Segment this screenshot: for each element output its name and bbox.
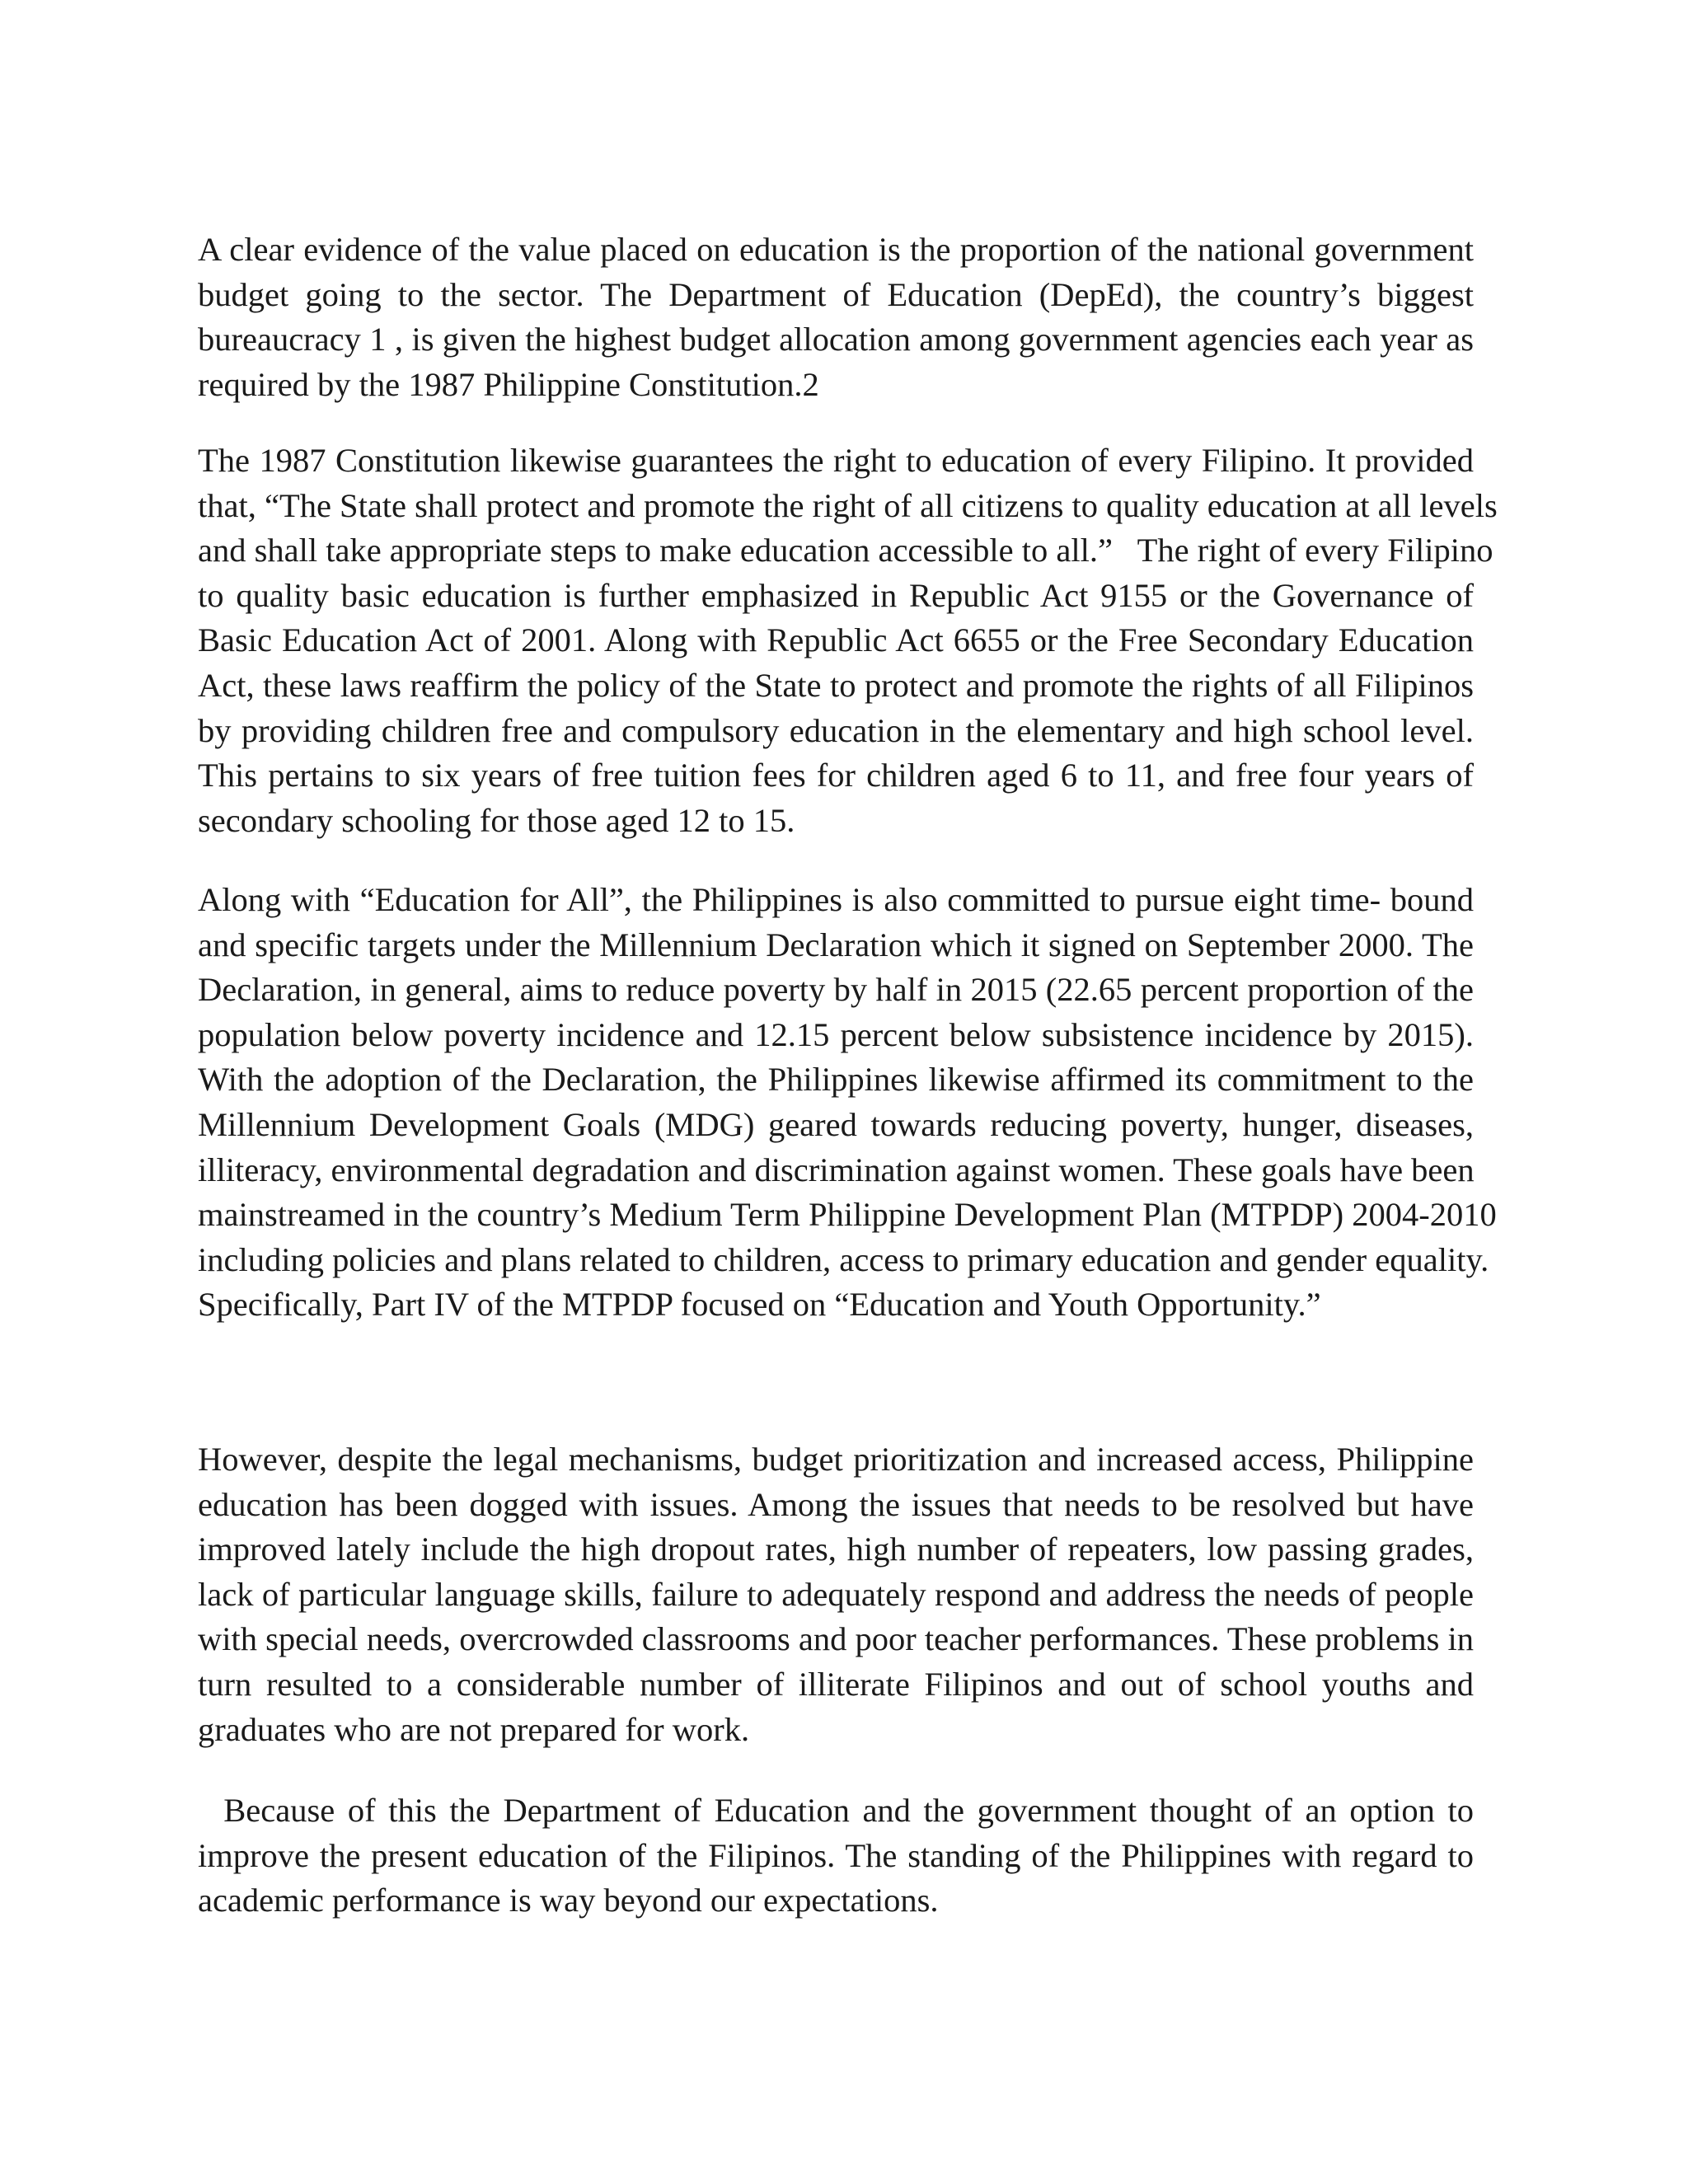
text-line: improve the present education of the Filipinos. The standing of the Philippines with regard to (198, 1836, 1474, 1874)
text-line: graduates who are not prepared for work. (198, 1710, 750, 1748)
text-line: to quality basic education is further emphasized in Republic Act 9155 or the Governance of (198, 576, 1474, 614)
text-line: improved lately include the high dropout rates, high number of repeaters, low passing grades, (198, 1530, 1474, 1568)
text-line: education has been dogged with issues. Among the issues that needs to be resolved but have (198, 1485, 1474, 1523)
text-line: Along with “Education for All”, the Philippines is also committed to pursue eight time- bound (198, 881, 1474, 918)
text-line: This pertains to six years of free tuition fees for children aged 6 to 11, and free four years of (198, 757, 1474, 794)
text-line: bureaucracy 1 , is given the highest budget allocation among government agencies each year as (198, 321, 1474, 359)
paragraph-conclusion (198, 1788, 1474, 1924)
text-line: and specific targets under the Millennium Declaration which it signed on September 2000. The (198, 926, 1474, 963)
text-line: required by the 1987 Philippine Constitution.2 (198, 365, 819, 403)
text-line: Act, these laws reaffirm the policy of the State to protect and promote the rights of all Filipinos (198, 666, 1474, 704)
text-line: illiteracy, environmental degradation and discrimination against women. These goals have been (198, 1151, 1475, 1188)
text-line: with special needs, overcrowded classrooms and poor teacher performances. These problems in (198, 1620, 1474, 1658)
text-line: turn resulted to a considerable number of illiterate Filipinos and out of school youths and (198, 1665, 1474, 1703)
text-line: Declaration, in general, aims to reduce poverty by half in 2015 (22.65 percent proportion of the (198, 971, 1474, 1009)
text-line: population below poverty incidence and 12.15 percent below subsistence incidence by 2015). (198, 1015, 1474, 1053)
paragraph-issues (198, 1437, 1474, 1752)
text-line: Specifically, Part IV of the MTPDP focused on “Education and Youth Opportunity.” (198, 1286, 1321, 1324)
text-line: secondary schooling for those aged 12 to 15. (198, 801, 795, 839)
text-line: by providing children free and compulsory education in the elementary and high school level. (198, 711, 1474, 749)
text-line: and shall take appropriate steps to make education accessible to all.” The right of every Filipino (198, 532, 1493, 569)
text-line: Millennium Development Goals (MDG) geared towards reducing poverty, hunger, diseases, (198, 1105, 1474, 1143)
text-line: lack of particular language skills, failure to adequately respond and address the needs of people (198, 1575, 1474, 1613)
text-line: The 1987 Constitution likewise guarantees the right to education of every Filipino. It provided (198, 442, 1474, 479)
text-line: However, despite the legal mechanisms, budget prioritization and increased access, Philippine (198, 1441, 1474, 1478)
text-line: With the adoption of the Declaration, the Philippines likewise affirmed its commitment to the (198, 1061, 1474, 1099)
text-line: academic performance is way beyond our expectations. (198, 1882, 939, 1919)
paragraph-budget (198, 227, 1474, 407)
text-line: Because of this the Department of Education and the government thought of an option to (198, 1792, 1474, 1829)
text-line: that, “The State shall protect and promote the right of all citizens to quality education at all levels (198, 486, 1498, 524)
text-line: budget going to the sector. The Department of Education (DepEd), the country’s biggest (198, 275, 1474, 313)
paragraph-millennium (198, 878, 1497, 1328)
text-line: A clear evidence of the value placed on education is the proportion of the national government (198, 231, 1474, 268)
paragraph-constitution (198, 438, 1498, 843)
text-line: Basic Education Act of 2001. Along with Republic Act 6655 or the Free Secondary Education (198, 621, 1474, 659)
text-line: including policies and plans related to children, access to primary education and gender equality. (198, 1240, 1489, 1278)
text-line: mainstreamed in the country’s Medium Term Philippine Development Plan (MTPDP) 2004-2010 (198, 1196, 1497, 1234)
